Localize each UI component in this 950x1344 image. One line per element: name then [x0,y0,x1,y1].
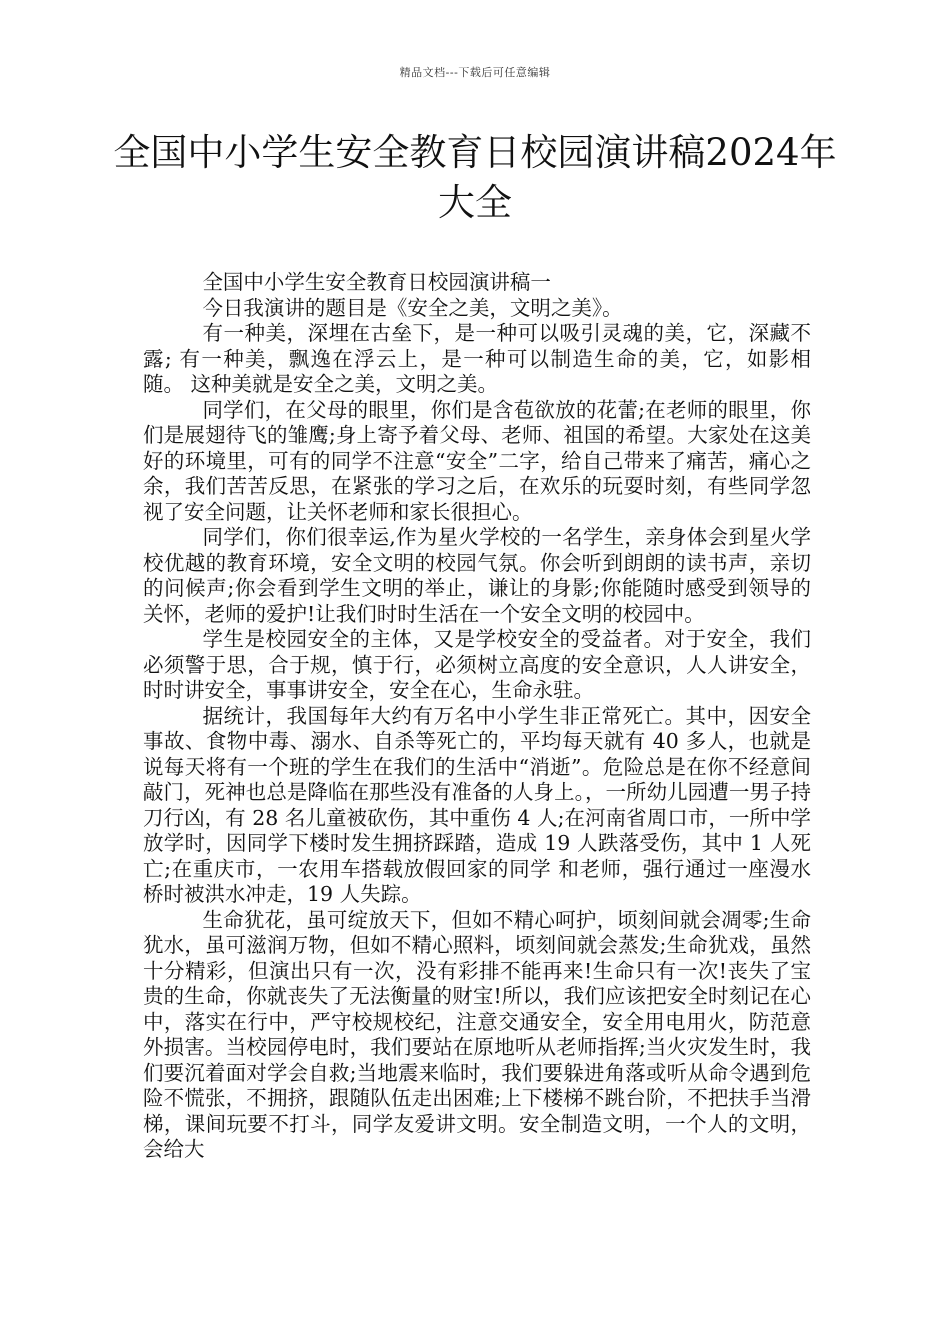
paragraph: 生命犹花，虽可绽放天下，但如不精心呵护，顷刻间就会凋零;生命犹水，虽可滋润万物，但如不精心照料，顷刻间就会蒸发;生命犹戏，虽然十分精彩，但演出只有一次，没有彩排不能再来!生命只有一次!丧失了宝贵的生命，你就丧失了无法衡量的财宝!所以，我们应该把安全时刻记在心中，落实在行中，严守校规校纪，注意交通安全，安全用电用火，防范意外损害。当校园停电时，我们要站在原地听从老师指挥;当火灾发生时，我们要沉着面对学会自救;当地震来临时，我们要躲进角落或听从命令遇到危险不慌张，不拥挤，跟随队伍走出困难;上下楼梯不跳台阶，不把扶手当滑梯，课间玩要不打斗，同学友爱讲文明。安全制造文明，一个人的文明，会给大 [143,907,811,1161]
paragraph: 据统计，我国每年大约有万名中小学生非正常死亡。其中，因安全事故、食物中毒、溺水、自杀等死亡的，平均每天就有 40 多人，也就是说每天将有一个班的学生在我们的生活中“消逝”。危险总是在你不经意间敲门，死神也总是降临在那些没有准备的人身上。，一所幼儿园遭一男子持刀行凶，有 28 名儿童被砍伤，其中重伤 4 人;在河南省周口市，一所中学放学时，因同学下楼时发生拥挤踩踏，造成 19 人跌落受伤，其中 1 人死亡;在重庆市，一农用车搭载放假回家的同学 和老师，强行通过一座漫水桥时被洪水冲走，19 人失踪。 [143,703,811,906]
paragraph-subtitle: 全国中小学生安全教育日校园演讲稿一 [202,270,551,294]
page-header: 精品文档---下载后可任意编辑 [399,66,551,79]
paragraph: 学生是校园安全的主体，又是学校安全的受益者。对于安全，我们必须警于思，合于规，慎于行，必须树立高度的安全意识，人人讲安全，时时讲安全，事事讲安全，安全在心，生命永驻。 [143,627,811,702]
document-body [143,270,811,1163]
paragraph-speech-topic: 今日我演讲的题目是《安全之美，文明之美》。 [202,295,623,320]
paragraph: 同学们，你们很幸运,作为星火学校的一名学生，亲身体会到星火学校优越的教育环境，安全文明的校园气氛。你会听到朗朗的读书声，亲切的问候声;你会看到学生文明的举止，谦让的身影;你能随时感受到领导的关怀，老师的爱护!让我们时时生活在一个安全文明的校园中。 [143,525,811,626]
paragraph: 有一种美，深埋在古垒下，是一种可以吸引灵魂的美，它，深藏不露; 有一种美，飘逸在浮云上，是一种可以制造生命的美，它，如影相随。 这种美就是安全之美，文明之美。 [143,321,811,396]
paragraph: 同学们，在父母的眼里，你们是含苞欲放的花蕾;在老师的眼里，你们是展翅待飞的雏鹰;身上寄予着父母、老师、祖国的希望。大家处在这美好的环境里，可有的同学不注意“安全”二字，给自己带来了痛苦，痛心之余，我们苦苦反思，在紧张的学习之后，在欢乐的玩耍时刻，有些同学忽视了安全问题，让关怀老师和家长很担心。 [143,397,811,524]
document-title: 全国中小学生安全教育日校园演讲稿2024年大全 [113,131,837,224]
